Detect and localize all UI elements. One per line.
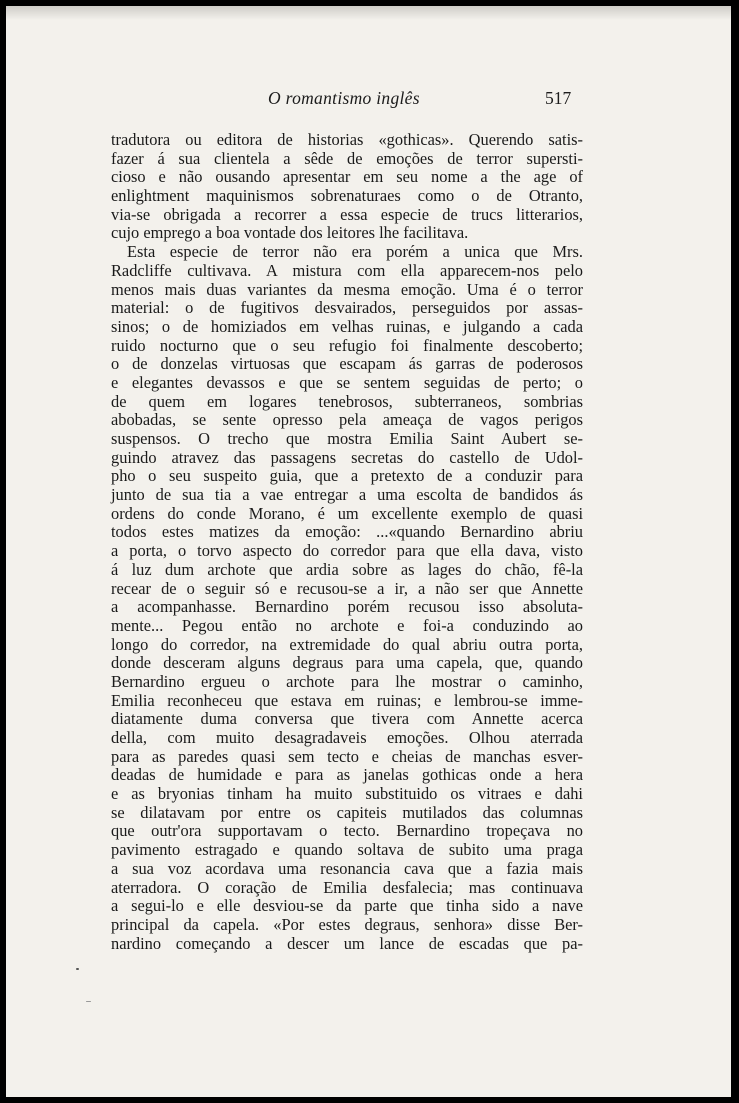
text-line: aterradora. O coração de Emilia desfalecia; mas continuava: [111, 877, 583, 897]
text-line: se dilatavam por entre os capiteis mutilados das columnas: [111, 802, 583, 822]
text-line: abobadas, se sente opresso pela ameaça de vagos perigos: [111, 410, 583, 430]
text-line: pavimento estragado e quando soltava de subito uma praga: [111, 840, 583, 860]
text-line: material: o de fugitivos desvairados, perseguidos por assas-: [111, 298, 583, 318]
text-line: recear de o seguir só e recusou-se a ir, a não ser que Annette: [111, 578, 583, 598]
text-line: guindo atravez das passagens secretas do castello de Udol-: [111, 447, 583, 467]
running-title: O romantismo inglês: [268, 88, 420, 108]
scan-shadow: [6, 6, 731, 20]
text-line: tradutora ou editora de historias «gothicas». Querendo satis-: [111, 130, 583, 149]
text-line: cujo emprego a boa vontade dos leitores lhe facilitava.: [111, 223, 469, 243]
text-line: donde desceram alguns degraus para uma capela, que, quando: [111, 653, 583, 673]
text-line: enlightment maquinismos sobrenaturaes como o de Otranto,: [111, 186, 583, 206]
text-line: principal da capela. «Por estes degraus, senhora» disse Ber-: [111, 914, 583, 934]
text-line: menos mais duas variantes da mesma emoção. Uma é o terror: [111, 279, 583, 299]
text-line: suspensos. O trecho que mostra Emilia Saint Aubert se-: [111, 429, 583, 448]
text-line: de quem em logares tenebrosos, subterraneos, sombrias: [111, 391, 583, 411]
paragraph-1: [111, 131, 583, 243]
text-line: e elegantes devassos e que se sentem seguidas de perto; o: [111, 372, 583, 392]
text-line: o de donzelas virtuosas que escapam ás garras de poderosos: [111, 354, 583, 374]
text-line: nardino começando a descer um lance de escadas que pa-: [111, 933, 583, 953]
text-line: para as paredes quasi sem tecto e cheias de manchas esver-: [111, 746, 583, 766]
text-line: que outr'ora supportavam o tecto. Bernardino tropeçava no: [111, 821, 583, 841]
text-line: a sua voz acordava uma resonancia cava que a fazia mais: [111, 858, 583, 878]
text-line: e as bryonias tinham ha muito substituido os vitraes e dahi: [111, 784, 583, 804]
text-line: sinos; o de homiziados em velhas ruinas, e julgando a cada: [111, 316, 583, 336]
text-line: via-se obrigada a recorrer a essa especie de trucs litterarios,: [111, 204, 583, 224]
text-line: longo do corredor, na extremidade do qual abriu outra porta,: [111, 634, 583, 654]
text-line: ordens do conde Morano, é um excellente exemplo de quasi: [111, 503, 583, 523]
text-line: Esta especie de terror não era porém a unica que Mrs.: [127, 242, 583, 262]
text-line: cioso e não ousando apresentar em seu nome a the age of: [111, 167, 583, 187]
text-line: a acompanhasse. Bernardino porém recusou isso absoluta-: [111, 597, 583, 617]
text-line: junto de sua tia a vae entregar a uma escolta de bandidos ás: [111, 485, 583, 505]
paragraph-2: [111, 243, 583, 953]
text-line: á luz dum archote que ardia sobre as lages do chão, fê-la: [111, 559, 583, 579]
text-line: ruido nocturno que o seu refugio foi finalmente descoberto;: [111, 335, 583, 355]
text-line: deadas de humidade e para as janelas gothicas onde a hera: [111, 765, 583, 785]
book-page: [6, 6, 731, 1097]
text-line: fazer á sua clientela a sêde de emoções de terror supersti-: [111, 148, 583, 168]
text-line: diatamente duma conversa que tivera com Annette acerca: [111, 709, 583, 729]
text-line: a porta, o torvo aspecto do corredor para que ella dava, visto: [111, 541, 583, 561]
text-line: Bernardino ergueu o archote para lhe mostrar o caminho,: [111, 671, 583, 691]
text-line: a segui-lo e elle desviou-se da parte que tinha sido a nave: [111, 896, 583, 916]
ink-speck: [76, 968, 79, 970]
page-number: 517: [545, 88, 572, 108]
body-text: [111, 131, 583, 953]
text-line: mente... Pegou então no archote e foi-a conduzindo ao: [111, 615, 583, 635]
text-line: Radcliffe cultivava. A mistura com ella apparecem-nos pelo: [111, 260, 583, 280]
text-line: todos estes matizes da emoção: ...«quando Bernardino abriu: [111, 522, 583, 542]
text-line: della, com muito desagradaveis emoções. Olhou aterrada: [111, 728, 583, 747]
text-line: Emilia reconheceu que estava em ruinas; e lembrou-se imme-: [111, 690, 583, 710]
text-line: pho o seu suspeito guia, que a pretexto de a conduzir para: [111, 466, 583, 486]
ink-speck: [86, 1001, 91, 1002]
